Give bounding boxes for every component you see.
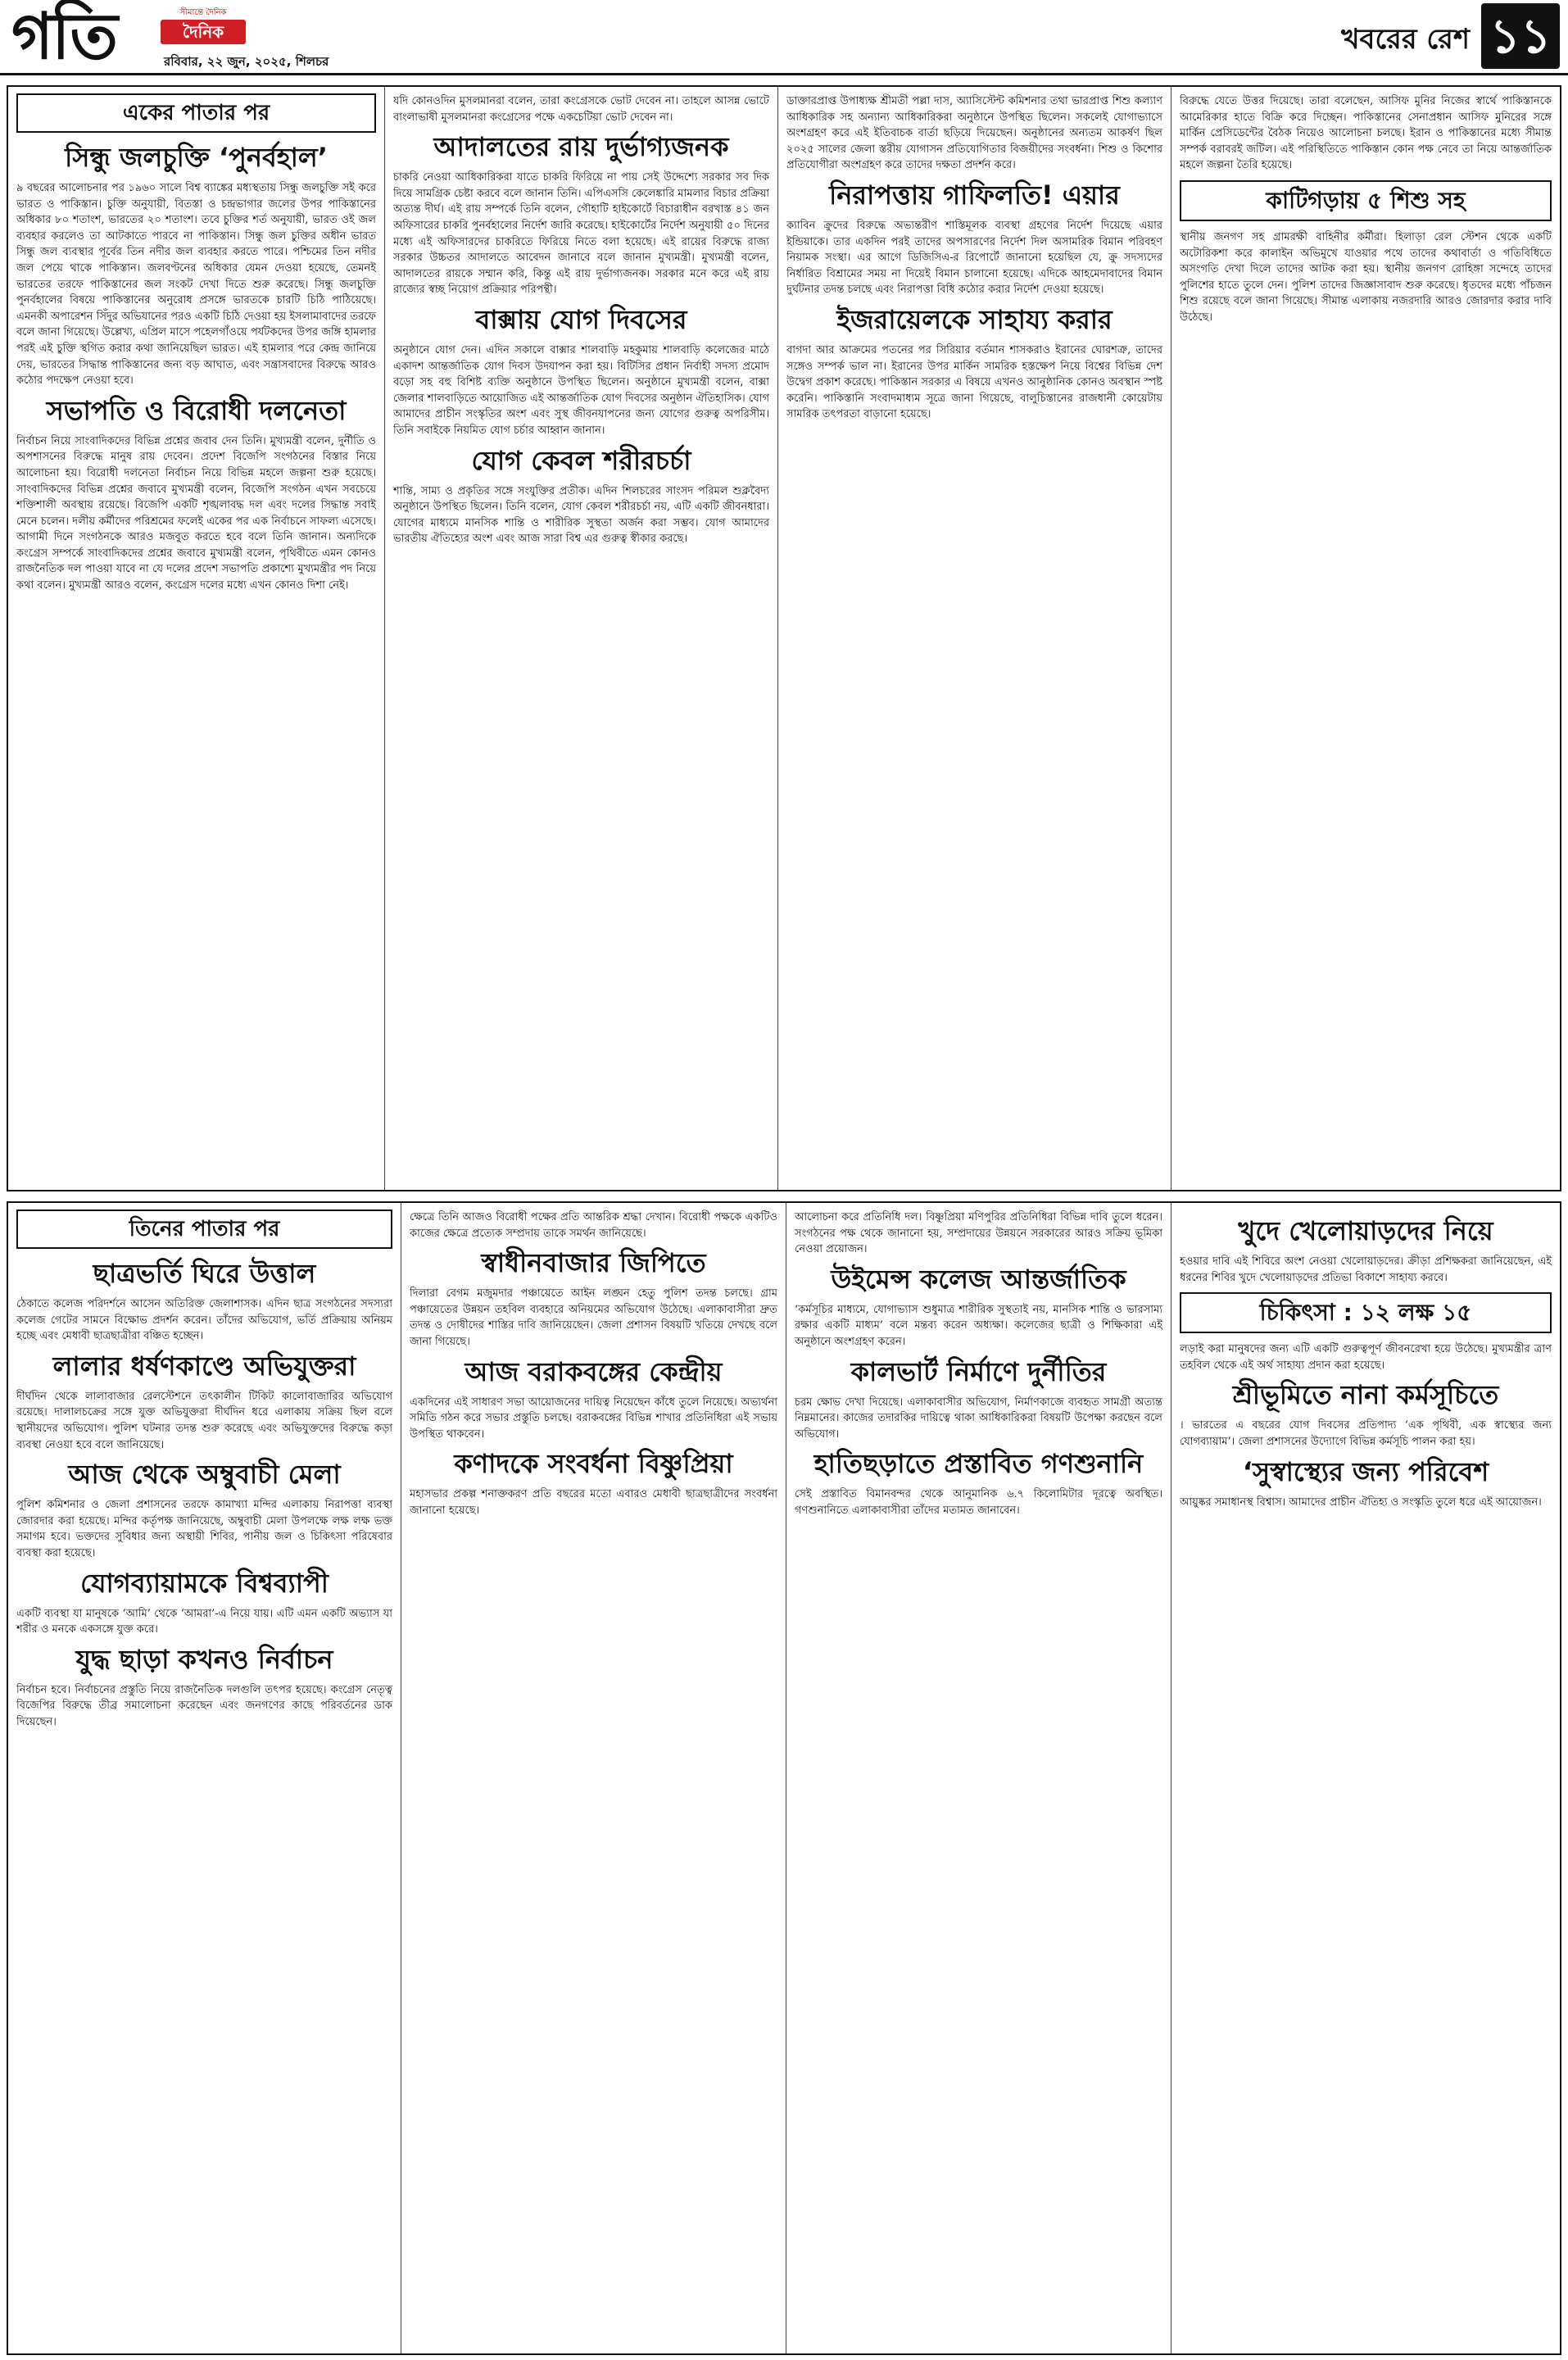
top-column-4 xyxy=(1171,87,1560,1190)
headline[interactable]: ইজরায়েলকে সাহায্য করার xyxy=(836,303,1113,335)
article-body: বিরুদ্ধে যেতে উত্তর দিয়েছে। তারা বলেছেন, আসিফ মুনির নিজের স্বার্থে পাকিস্তানকে আমেরিকার হাতে বিক্রি করে দিচ্ছেন। পাকিস্তানের সেনাপ্রধান আসিফ মুনিরের সঙ্গে মার্কিন প্রেসিডেন্টের বৈঠক নিয়েও আলোচনা চলছে। ইরান ও পাকিস্তানের মধ্যে সীমান্ত সম্পর্ক বরাবরই জটিল। এই পরিস্থিতিতে পাকিস্তান কোন পক্ষ নেবে তা নিয়ে আন্তর্জাতিক মহলে জল্পনা তৈরি হয়েছে। xyxy=(1180,95,1552,172)
headline[interactable]: আদালতের রায় দুর্ভাগ্যজনক xyxy=(433,131,729,163)
article-body: নির্বাচন নিয়ে সাংবাদিকদের বিভিন্ন প্রশ্নের জবাব দেন তিনি। মুখ্যমন্ত্রী বলেন, দুর্নীতি ও অপশাসনের বিরুদ্ধে মানুষ রায় দেবেন। প্রদেশ বিজেপি সংগঠনের বিস্তার নিয়ে আলোচনা হয়। বিরোধী দলনেতা নির্বাচন নিয়ে বিভিন্ন মহলে জল্পনা শুরু হয়েছে। সাংবাদিকদের বিভিন্ন প্রশ্নের জবাবে মুখ্যমন্ত্রী বলেন, বিজেপি সংগঠন এখন সবচেয়ে শক্তিশালী অবস্থায় রয়েছে। বিজেপি একটি শৃঙ্খলাবদ্ধ দল এবং দলের সিদ্ধান্ত সবাই মেনে চলেন। দলীয় কর্মীদের পরিশ্রমের ফলেই একের পর এক নির্বাচনে সাফল্য এসেছে। আগামী দিনে সংগঠনকে আরও মজবুত করতে হবে বলে তিনি জানান। অন্যদিকে কংগ্রেস সম্পর্কে সাংবাদিকদের প্রশ্নের জবাবে মুখ্যমন্ত্রী বলেন, পৃথিবীতে এমন কোনও রাজনৈতিক দল পাওয়া যাবে না যে দলের প্রদেশ সভাপতি প্রকাশ্যে মুখ্যমন্ত্রীর পদ নিয়ে কথা বলেন। মুখ্যমন্ত্রী আরও বলেন, কংগ্রেস দলের মধ্যে এখন কোনও দিশা নেই। xyxy=(16,434,376,592)
article-body: মহাসভার প্রকল্প শনাক্তকরণ প্রতি বছরের মতো এবারও মেধাবী ছাত্রছাত্রীদের সংবর্ধনা জানানো হয়েছে। xyxy=(410,1488,777,1517)
article-body: দিলারা বেগম মজুমদার পঞ্চায়েতে আইন লঙ্ঘন হেতু পুলিশ তদন্ত চলছে। গ্রাম পঞ্চায়েতের উন্নয়ন তহবিল ব্যবহারে অনিয়মের অভিযোগ উঠেছে। এলাকাবাসীরা দ্রুত তদন্ত ও দোষীদের শাস্তির দাবি জানিয়েছেন। জেলা প্রশাসন বিষয়টি খতিয়ে দেখছে বলে জানা গিয়েছে। xyxy=(410,1287,777,1348)
top-column-3 xyxy=(778,87,1171,1190)
headline[interactable]: শ্রীভূমিতে নানা কর্মসূচিতে xyxy=(1232,1379,1499,1411)
article-body: বাগদা আর আক্রমের পতনের পর সিরিয়ার বর্তমান শাসকরাও ইরানের ঘোরশত্রু, তাদের সঙ্গেও সম্পর্ক ভাল না। ইরানের উপর মার্কিন সামরিক হস্তক্ষেপ নিয়ে বিশ্বের বিভিন্ন দেশ উদ্বেগ প্রকাশ করেছে। পাকিস্তান সরকার এ বিষয়ে এখনও আনুষ্ঠানিক কোনও অবস্থান স্পষ্ট করেনি। পাকিস্তানি সংবাদমাধ্যম সূত্রে জানা গিয়েছে, বালুচিস্তানের রাজধানী কোয়েটায় সামরিক তৎপরতা বাড়ানো হয়েছে। xyxy=(786,343,1162,421)
bottom-panel xyxy=(7,1201,1561,2355)
boxed-headline[interactable]: চিকিৎসা : ১২ লক্ষ ১৫ xyxy=(1180,1292,1552,1333)
headline[interactable]: স্বাধীনবাজার জিপিতে xyxy=(481,1247,706,1279)
headline[interactable]: সিন্ধু জলচুক্তি ‘পুনর্বহাল’ xyxy=(65,142,328,173)
headline[interactable]: উইমেন্স কলেজ আন্তর্জাতিক xyxy=(831,1263,1126,1295)
headline[interactable]: বাক্সায় যোগ দিবসের xyxy=(475,303,687,335)
bottom-column-3 xyxy=(786,1203,1171,2353)
headline[interactable]: যোগব্যায়ামকে বিশ্বব্যাপী xyxy=(80,1567,329,1599)
article-body: সেই প্রস্তাবিত বিমানবন্দর থেকে আনুমানিক ৬.৭ কিলোমিটার দূরত্বে অবস্থিত। গণশুনানিতে এলাকাবাসীরা তাঁদের মতামত জানাবেন। xyxy=(795,1488,1162,1517)
brand-badge: দৈনিক xyxy=(161,20,246,44)
article-body: স্থানীয় জনগণ সহ গ্রামরক্ষী বাহিনীর কর্মীরা। হিলাড়া রেল স্টেশন থেকে একটি অটোরিকশা করে কালাইন অভিমুখে যাওয়ার পথে তাদের কথাবার্তা ও গতিবিধিতে অসংগতি দেখা দিলে তাদের আটক করা হয়। স্থানীয় জনগণ রোহিঙ্গা সন্দেহে তাদের পুলিশের হাতে তুলে দেন। পুলিশ তাদের জিজ্ঞাসাবাদ শুরু করেছে। ধৃতদের মধ্যে পাঁচজন শিশু রয়েছে বলে জানা গিয়েছে। সীমান্ত এলাকায় নজরদারি আরও জোরদার করার দাবি উঠেছে। xyxy=(1180,230,1552,324)
headline[interactable]: সভাপতি ও বিরোধী দলনেতা xyxy=(46,394,347,426)
headline[interactable]: খুদে খেলোয়াড়দের নিয়ে xyxy=(1238,1215,1493,1246)
article-body: ডাক্তারপ্রাপ্ত উপাধ্যক্ষ শ্রীমতী পল্লা দাস, অ্যাসিস্টেন্ট কমিশনার তথা ভারপ্রাপ্ত শিশু কল্যাণ আধিকারিক সহ অন্যান্য আধিকারিকরা অনুষ্ঠানে উপস্থিত ছিলেন। সকলেই যোগাভ্যাসে অংশগ্রহণ করে এই ইতিবাচক বার্তা ছড়িয়ে দিয়েছেন। অনুষ্ঠানের অন্যতম আকর্ষণ ছিল ২০২৫ সালের জেলা স্তরীয় যোগাসন প্রতিযোগিতার বিজয়ীদের সংবর্ধনা। শিশু ও কিশোর প্রতিযোগীরা অংশগ্রহণ করে তাদের দক্ষতা প্রদর্শন করে। xyxy=(786,95,1162,172)
headline[interactable]: কালভার্ট নির্মাণে দুর্নীতির xyxy=(850,1355,1107,1387)
article-body: । ভারতের এ বছরের যোগ দিবসের প্রতিপাদ্য ‘এক পৃথিবী, এক স্বাস্থ্যের জন্য যোগব্যায়াম’। জেলা প্রশাসনের উদ্যোগে বিভিন্ন কর্মসূচি পালন করা হয়। xyxy=(1180,1419,1552,1448)
headline[interactable]: ‘সুস্বাস্থ্যের জন্য পরিবেশ xyxy=(1242,1455,1489,1487)
article-body: শান্তি, সাম্য ও প্রকৃতির সঙ্গে সংযুক্তির প্রতীক। এদিন শিলচরের সাংসদ পরিমল শুক্লবৈদ্য অনুষ্ঠানে উপস্থিত ছিলেন। তিনি বলেন, যোগ কেবল শরীরচর্চা নয়, এটি একটি জীবনধারা। যোগের মাধ্যমে মানসিক শান্তি ও শারীরিক সুস্থতা অর্জন করা সম্ভব। যোগ আমাদের ভারতীয় ঐতিহ্যের অংশ এবং আজ সারা বিশ্ব এর গুরুত্ব স্বীকার করছে। xyxy=(393,484,769,546)
article-body: ক্ষেত্রে তিনি আজও বিরোধী পক্ষের প্রতি আন্তরিক শ্রদ্ধা দেখান। বিরোধী পক্ষকে একটিও কাজের ক্ষেত্রে প্রত্যেক সম্প্রদায় তাকে সমর্থন জানিয়েছে। xyxy=(410,1211,777,1240)
headline[interactable]: লালার ধর্ষণকাণ্ডে অভিযুক্তরা xyxy=(52,1350,356,1382)
newspaper-logo: গতি xyxy=(11,0,116,74)
headline[interactable]: আজ বরাকবঙ্গের কেন্দ্রীয় xyxy=(465,1355,723,1387)
headline[interactable]: ছাত্রভর্তি ঘিরে উত্তাল xyxy=(93,1258,316,1289)
article-body: পুলিশ কমিশনার ও জেলা প্রশাসনের তরফে কামাখ্যা মন্দির এলাকায় নিরাপত্তা ব্যবস্থা জোরদার করা হয়েছে। মন্দির কর্তৃপক্ষ জানিয়েছে, অম্বুবাচী মেলা উপলক্ষে লক্ষ লক্ষ ভক্ত সমাগম হবে। ভক্তদের সুবিধার জন্য অস্থায়ী শিবির, পানীয় জল ও চিকিৎসা পরিষেবার ব্যবস্থা করা হয়েছে। xyxy=(16,1499,392,1559)
bottom-column-2 xyxy=(401,1203,786,2353)
section-banner: একের পাতার পর xyxy=(16,93,376,133)
dateline: রবিবার, ২২ জুন, ২০২৫, শিলচর xyxy=(164,54,329,69)
article-body: লড়াই করা মানুষদের জন্য এটি একটি গুরুত্বপূর্ণ জীবনরেখা হয়ে উঠেছে। মুখ্যমন্ত্রীর ত্রাণ তহবিল থেকে এই অর্থ সাহায্য প্রদান করা হয়েছে। xyxy=(1180,1343,1552,1372)
article-body: চরম ক্ষোভ দেখা দিয়েছে। এলাকাবাসীর অভিযোগ, নির্মাণকাজে ব্যবহৃত সামগ্রী অত্যন্ত নিম্নমানের। কাজের তদারকির দায়িত্বে থাকা আধিকারিকরা বিষয়টি উপেক্ষা করছেন বলে অভিযোগ। xyxy=(795,1396,1162,1441)
headline[interactable]: হাতিছড়াতে প্রস্তাবিত গণশুনানি xyxy=(813,1448,1144,1480)
sub-brand xyxy=(161,8,246,46)
headline[interactable]: যোগ কেবল শরীরচর্চা xyxy=(471,444,691,476)
top-column-1 xyxy=(8,87,385,1190)
section-title: খবরের রেশ xyxy=(1341,23,1470,56)
article-body: ৯ বছরের আলোচনার পর ১৯৬০ সালে বিশ্ব ব্যাঙ্কের মধ্যস্থতায় সিন্ধু জলচুক্তি সই করে ভারত ও পাকিস্তান। চুক্তি অনুযায়ী, বিতস্তা ও চন্দ্রভাগার জলের উপর পাকিস্তানের অধিকার ৮০ শতাংশ, ভারতের ২০ শতাংশ। তবে চুক্তির শর্ত অনুযায়ী, ভারত ওই জল ব্যবহার করলেও তা আটকাতে পারবে না পাকিস্তান। সিন্ধু জল চুক্তির অধীন ভারত সিন্ধু জল ব্যবস্থার পূর্বের তিন নদীর জল ব্যবহার করতে পারে। পশ্চিমের তিন নদীর জল পেয়ে থাকে পাকিস্তান। জলবণ্টনের অধিকার যেমন দেওয়া হয়েছে, তেমনই ভারতের তরফে পাকিস্তানের জল সংকট দেখা দিতে শুরু করেছে। সিন্ধু জলচুক্তি পুনর্বহালের বিষয়ে পাকিস্তানের অনুরোধ প্রসঙ্গে ভারতকে চারটি চিঠি পাঠিয়েছে। এমনকী অপারেশন সিঁদুর অভিযানের পরও একটি চিঠি দেওয়া হয় ইসলামাবাদের তরফে বলে জানা গিয়েছে। উল্লেখ্য, এপ্রিল মাসে পহেলগাঁওয়ে পর্যটকদের উপর জঙ্গি হামলার পরই এই চুক্তি স্থগিত করার কথা জানিয়েছিল ভারত। এই হামলার পরে কেন্দ্র জানিয়ে দেয়, ভারতের সিদ্ধান্ত পাকিস্তানের জন্য বড় আঘাত, এবং সন্ত্রাসবাদের বিরুদ্ধে আরও কঠোর পদক্ষেপ নেওয়া হবে। xyxy=(16,182,376,388)
bottom-column-1 xyxy=(8,1203,401,2353)
article-body: হওয়ার দাবি এই শিবিরে অংশ নেওয়া খেলোয়াড়দের। ক্রীড়া প্রশিক্ষকরা জানিয়েছেন, এই ধরনের শিবির খুদে খেলোয়াড়দের প্রতিভা বিকাশে সাহায্য করবে। xyxy=(1180,1255,1552,1284)
masthead xyxy=(0,0,1568,75)
top-column-2 xyxy=(385,87,778,1190)
article-body: আলোচনা করে প্রতিনিধি দল। বিষ্ণুপ্রিয়া মণিপুরির প্রতিনিধিরা বিভিন্ন দাবি তুলে ধরেন। সংগঠনের পক্ষ থেকে জানানো হয়, সম্প্রদায়ের উন্নয়নে সরকারের আরও সক্রিয় ভূমিকা নেওয়া প্রয়োজন। xyxy=(795,1211,1162,1256)
headline[interactable]: আজ থেকে অম্বুবাচী মেলা xyxy=(68,1459,341,1491)
boxed-headline[interactable]: কাটিগড়ায় ৫ শিশু সহ xyxy=(1180,180,1552,221)
headline[interactable]: কণাদকে সংবর্ধনা বিষ্ণুপ্রিয়া xyxy=(454,1448,733,1480)
tagline: সীমান্তে দৈনিক xyxy=(179,8,227,17)
article-body: অনুষ্ঠানে যোগ দেন। এদিন সকালে বাক্সার শালবাড়ি মহকুমায় শালবাড়ি কলেজের মাঠে একাদশ আন্তর্জাতিক যোগ দিবস উদযাপন করা হয়। বিটিসির প্রধান নির্বাহী সদস্য প্রমোদ বড়ো সহ বহু বিশিষ্ট ব্যক্তি অনুষ্ঠানে উপস্থিত ছিলেন। অনুষ্ঠানে মুখ্যমন্ত্রী বলেন, বাক্সা জেলার শালবাড়িতে আয়োজিত এই আন্তর্জাতিক যোগ দিবসের অনুষ্ঠান ঐতিহাসিক। যোগ আমাদের প্রাচীন সংস্কৃতির অংশ এবং সুস্থ জীবনযাপনের জন্য যোগের গুরুত্ব অপরিসীম। তিনি সবাইকে নিয়মিত যোগ চর্চার আহ্বান জানান। xyxy=(393,343,769,437)
article-body: যদি কোনওদিন মুসলমানরা বলেন, তারা কংগ্রেসকে ভোট দেবেন না। তাহলে আসন্ন ভোটে বাংলাভাষী মুসলমানরা কংগ্রেসের পক্ষে একচেটিয়া ভোট দেবেন না। xyxy=(393,95,769,124)
bottom-column-4 xyxy=(1171,1203,1560,2353)
page-number: ১১ xyxy=(1481,3,1560,69)
article-body: চাকরি নেওয়া আধিকারিকরা যাতে চাকরি ফিরিয়ে না পায় সেই উদ্দেশ্যে সরকার সব দিক দিয়ে সামগ্রিক চেষ্টা করবে বলে জানান তিনি। এপিএসসি কেলেঙ্কারি মামলার বিচার প্রক্রিয়া অত্যন্ত দীর্ঘ। এই রায় সম্পর্কে তিনি বলেন, গৌহাটি হাইকোর্টে বিচারাধীন বরখাস্ত ৪১ জন অফিসারের চাকরি পুনর্বহালের নির্দেশ জারি করেছে। হাইকোর্টের নির্দেশ অনুযায়ী ৫০ দিনের মধ্যে এই অফিসারদের চাকরিতে ফিরিয়ে নিতে বলা হয়েছে। এই রায়ের বিরুদ্ধে রাজ্য সরকার উচ্চতর আদালতে আবেদন জানাবে বলে জানান মুখ্যমন্ত্রী। মুখ্যমন্ত্রী বলেন, আদালতের রায়কে সম্মান করি, কিন্তু এই রায় দুর্ভাগ্যজনক। সরকার মনে করে এই রায় রাজ্যের স্বচ্ছ নিয়োগ প্রক্রিয়ার পরিপন্থী। xyxy=(393,171,769,297)
headline[interactable]: নিরাপত্তায় গাফিলতি! এয়ার xyxy=(829,179,1120,211)
article-body: দীর্ঘদিন থেকে লালাবাজার রেলস্টেশনে তৎকালীন টিকিট কালোবাজারির অভিযোগ রয়েছে। দালালচক্রের সঙ্গে যুক্ত অভিযুক্তরা দীর্ঘদিন ধরে এলাকায় সক্রিয় ছিল বলে স্থানীয়দের অভিযোগ। পুলিশ ঘটনার তদন্ত শুরু করেছে এবং অভিযুক্তদের বিরুদ্ধে কড়া ব্যবস্থা নেওয়া হবে বলে জানিয়েছে। xyxy=(16,1390,392,1451)
article-body: ঠেকাতে কলেজ পরিদর্শনে আসেন অতিরিক্ত জেলাশাসক। এদিন ছাত্র সংগঠনের সদস্যরা কলেজ গেটের সামনে বিক্ষোভ প্রদর্শন করেন। তাঁদের অভিযোগ, ভর্তি প্রক্রিয়ায় অনিয়ম হচ্ছে এবং মেধাবী ছাত্রছাত্রীরা বঞ্চিত হচ্ছেন। xyxy=(16,1298,392,1343)
article-body: একটি ব্যবস্থা যা মানুষকে ‘আমি’ থেকে ‘আমরা’-এ নিয়ে যায়। এটি এমন একটি অভ্যাস যা শরীর ও মনকে একসঙ্গে যুক্ত করে। xyxy=(16,1607,392,1636)
article-body: ‘কর্মসূচির মাধ্যমে, যোগাভ্যাস শুধুমাত্র শারীরিক সুস্থতাই নয়, মানসিক শান্তি ও ভারসাম্য রক্ষার একটি মাধ্যম’ বলে মন্তব্য করেন অধ্যক্ষা। কলেজের ছাত্রী ও শিক্ষিকারা এই অনুষ্ঠানে অংশগ্রহণ করেন। xyxy=(795,1303,1162,1348)
section-banner: তিনের পাতার পর xyxy=(16,1210,392,1249)
article-body: নির্বাচন হবে। নির্বাচনের প্রস্তুতি নিয়ে রাজনৈতিক দলগুলি তৎপর হয়েছে। কংগ্রেস নেতৃত্ব বিজেপির বিরুদ্ধে তীব্র সমালোচনা করেছেন এবং জনগণের কাছে পরিবর্তনের ডাক দিয়েছেন। xyxy=(16,1683,392,1728)
headline[interactable]: যুদ্ধ ছাড়া কখনও নির্বাচন xyxy=(75,1643,333,1675)
article-body: একদিনের এই সাধারণ সভা আয়োজনের দায়িত্ব নিয়েছেন কাঁধে তুলে নিয়েছে। অভ্যর্থনা সমিতি গঠন করে সভার প্রস্তুতি চলছে। বরাকবঙ্গের বিভিন্ন শাখার প্রতিনিধিরা এই সভায় উপস্থিত থাকবেন। xyxy=(410,1396,777,1441)
article-body: আয়ুষ্কর সমাধানস্থ বিশ্বাস। আমাদের প্রাচীন ঐতিহ্য ও সংস্কৃতি তুলে ধরে এই আয়োজন। xyxy=(1180,1495,1542,1509)
top-panel xyxy=(7,85,1561,1191)
article-body: ক্যাবিন ক্রুদের বিরুদ্ধে অভ্যন্তরীণ শাস্তিমূলক ব্যবস্থা গ্রহণের নির্দেশ দিয়েছে এয়ার ইন্ডিয়াকে। তার একদিন পরই তাদের অপসারণের নির্দেশ দিল অসামরিক বিমান পরিবহণ নিয়ামক সংস্থা। এর আগে ডিজিসিএ-র রিপোর্টে জানানো হয়েছিল যে, ক্রু সদস্যদের নির্ধারিত বিশ্রামের সময় না দিয়েই বিমান চালানো হয়েছে। এদিকে আহমেদাবাদের বিমান দুর্ঘটনার তদন্ত চলছে এবং নিরাপত্তা বিধি কঠোর করার নির্দেশ দেওয়া হয়েছে। xyxy=(786,219,1162,297)
